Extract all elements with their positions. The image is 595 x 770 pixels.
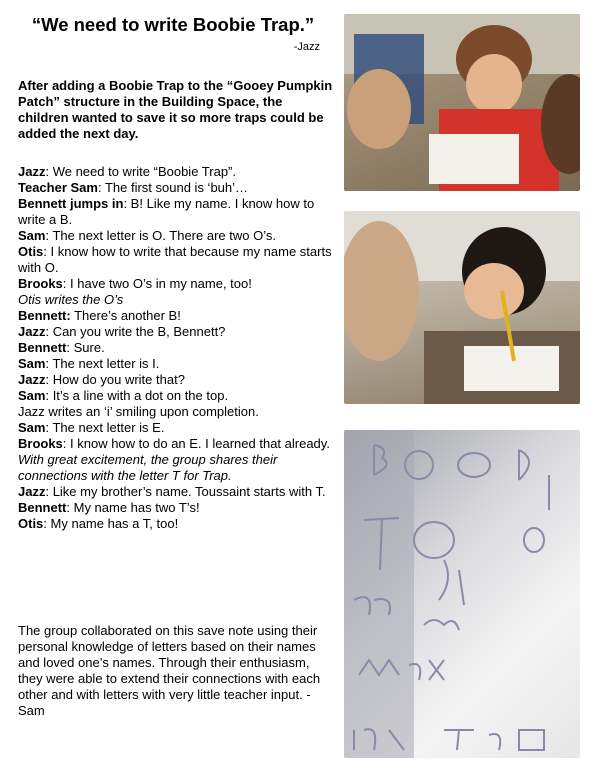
speaker-name: Brooks (18, 436, 63, 451)
dialogue-line (18, 292, 336, 308)
speaker-name: Sam (18, 420, 46, 435)
dialogue-line (18, 180, 336, 196)
dialogue-text: : The next letter is E. (45, 420, 165, 435)
quote-attribution: -Jazz (293, 41, 320, 53)
dialogue-line (18, 196, 336, 228)
speaker-name: Otis (18, 244, 44, 259)
dialogue-text: : B! Like my name. I know how to write a B. (18, 196, 315, 227)
dialogue-text: : The next letter is O. There are two O’s. (45, 228, 276, 243)
dialogue-line (18, 436, 336, 452)
speaker-name: Otis (18, 516, 44, 531)
speaker-name: Brooks (18, 276, 63, 291)
speaker-name: Sam (18, 388, 46, 403)
dialogue-text: With great excitement, the group shares their connections with the letter T for Trap. (18, 452, 278, 483)
photo-handwritten-note (344, 430, 580, 758)
page-title: “We need to write Boobie Trap.” (31, 14, 315, 35)
speaker-name: Jazz (18, 484, 46, 499)
dialogue-text: : My name has a T, too! (43, 516, 179, 531)
dialogue-line (18, 372, 336, 388)
dialogue-line (18, 516, 336, 532)
dialogue-line (18, 500, 336, 516)
dialogue-text: : I know how to write that because my name starts with O. (18, 244, 332, 275)
dialogue-line (18, 244, 336, 276)
speaker-name: Bennett (18, 500, 67, 515)
dialogue-line (18, 484, 336, 500)
dialogue-line (18, 356, 336, 372)
dialogue-text: : Can you write the B, Bennett? (45, 324, 226, 339)
speaker-name: Sam (18, 356, 46, 371)
dialogue-text: There’s another B! (70, 308, 181, 323)
dialogue-text: : We need to write “Boobie Trap”. (45, 164, 236, 179)
speaker-name: Bennett jumps in (18, 196, 124, 211)
dialogue-transcript (18, 164, 336, 532)
dialogue-text: : How do you write that? (45, 372, 185, 387)
dialogue-text: Jazz writes an ‘i’ smiling upon completion. (18, 404, 259, 419)
dialogue-line (18, 164, 336, 180)
dialogue-text: : I know how to do an E. I learned that already. (62, 436, 330, 451)
dialogue-line (18, 340, 336, 356)
speaker-name: Jazz (18, 324, 46, 339)
photo-children-writing (344, 14, 580, 191)
dialogue-line (18, 324, 336, 340)
dialogue-line (18, 308, 336, 324)
speaker-name: Bennett (18, 340, 67, 355)
dialogue-text: : Like my brother’s name. Toussaint starts with T. (45, 484, 326, 499)
dialogue-text: : I have two O’s in my name, too! (62, 276, 252, 291)
dialogue-text: Otis writes the O’s (18, 292, 124, 307)
speaker-name: Sam (18, 228, 46, 243)
dialogue-text: : The first sound is ‘buh’… (97, 180, 249, 195)
dialogue-line (18, 228, 336, 244)
speaker-name: Jazz (18, 372, 46, 387)
dialogue-text: : Sure. (66, 340, 105, 355)
dialogue-line (18, 404, 336, 420)
speaker-name: Jazz (18, 164, 46, 179)
dialogue-line (18, 388, 336, 404)
speaker-name: Teacher Sam (18, 180, 98, 195)
dialogue-text: : It’s a line with a dot on the top. (45, 388, 229, 403)
photo-child-with-pencil (344, 211, 580, 404)
dialogue-text: : The next letter is I. (45, 356, 160, 371)
speaker-name: Bennett: (18, 308, 71, 323)
intro-paragraph: After adding a Boobie Trap to the “Gooey Pumpkin Patch” structure in the Building Space, the children wanted to save it so more traps could be added the next day. (18, 78, 333, 141)
dialogue-line (18, 452, 336, 484)
dialogue-line (18, 276, 336, 292)
dialogue-text: : My name has two T’s! (66, 500, 200, 515)
dialogue-line (18, 420, 336, 436)
closing-paragraph: The group collaborated on this save note using their personal knowledge of letters based on their names and loved one’s names. Through their enthusiasm, they were able to extend their connections with each other and with letters with very little teacher input. -Sam (18, 623, 321, 718)
